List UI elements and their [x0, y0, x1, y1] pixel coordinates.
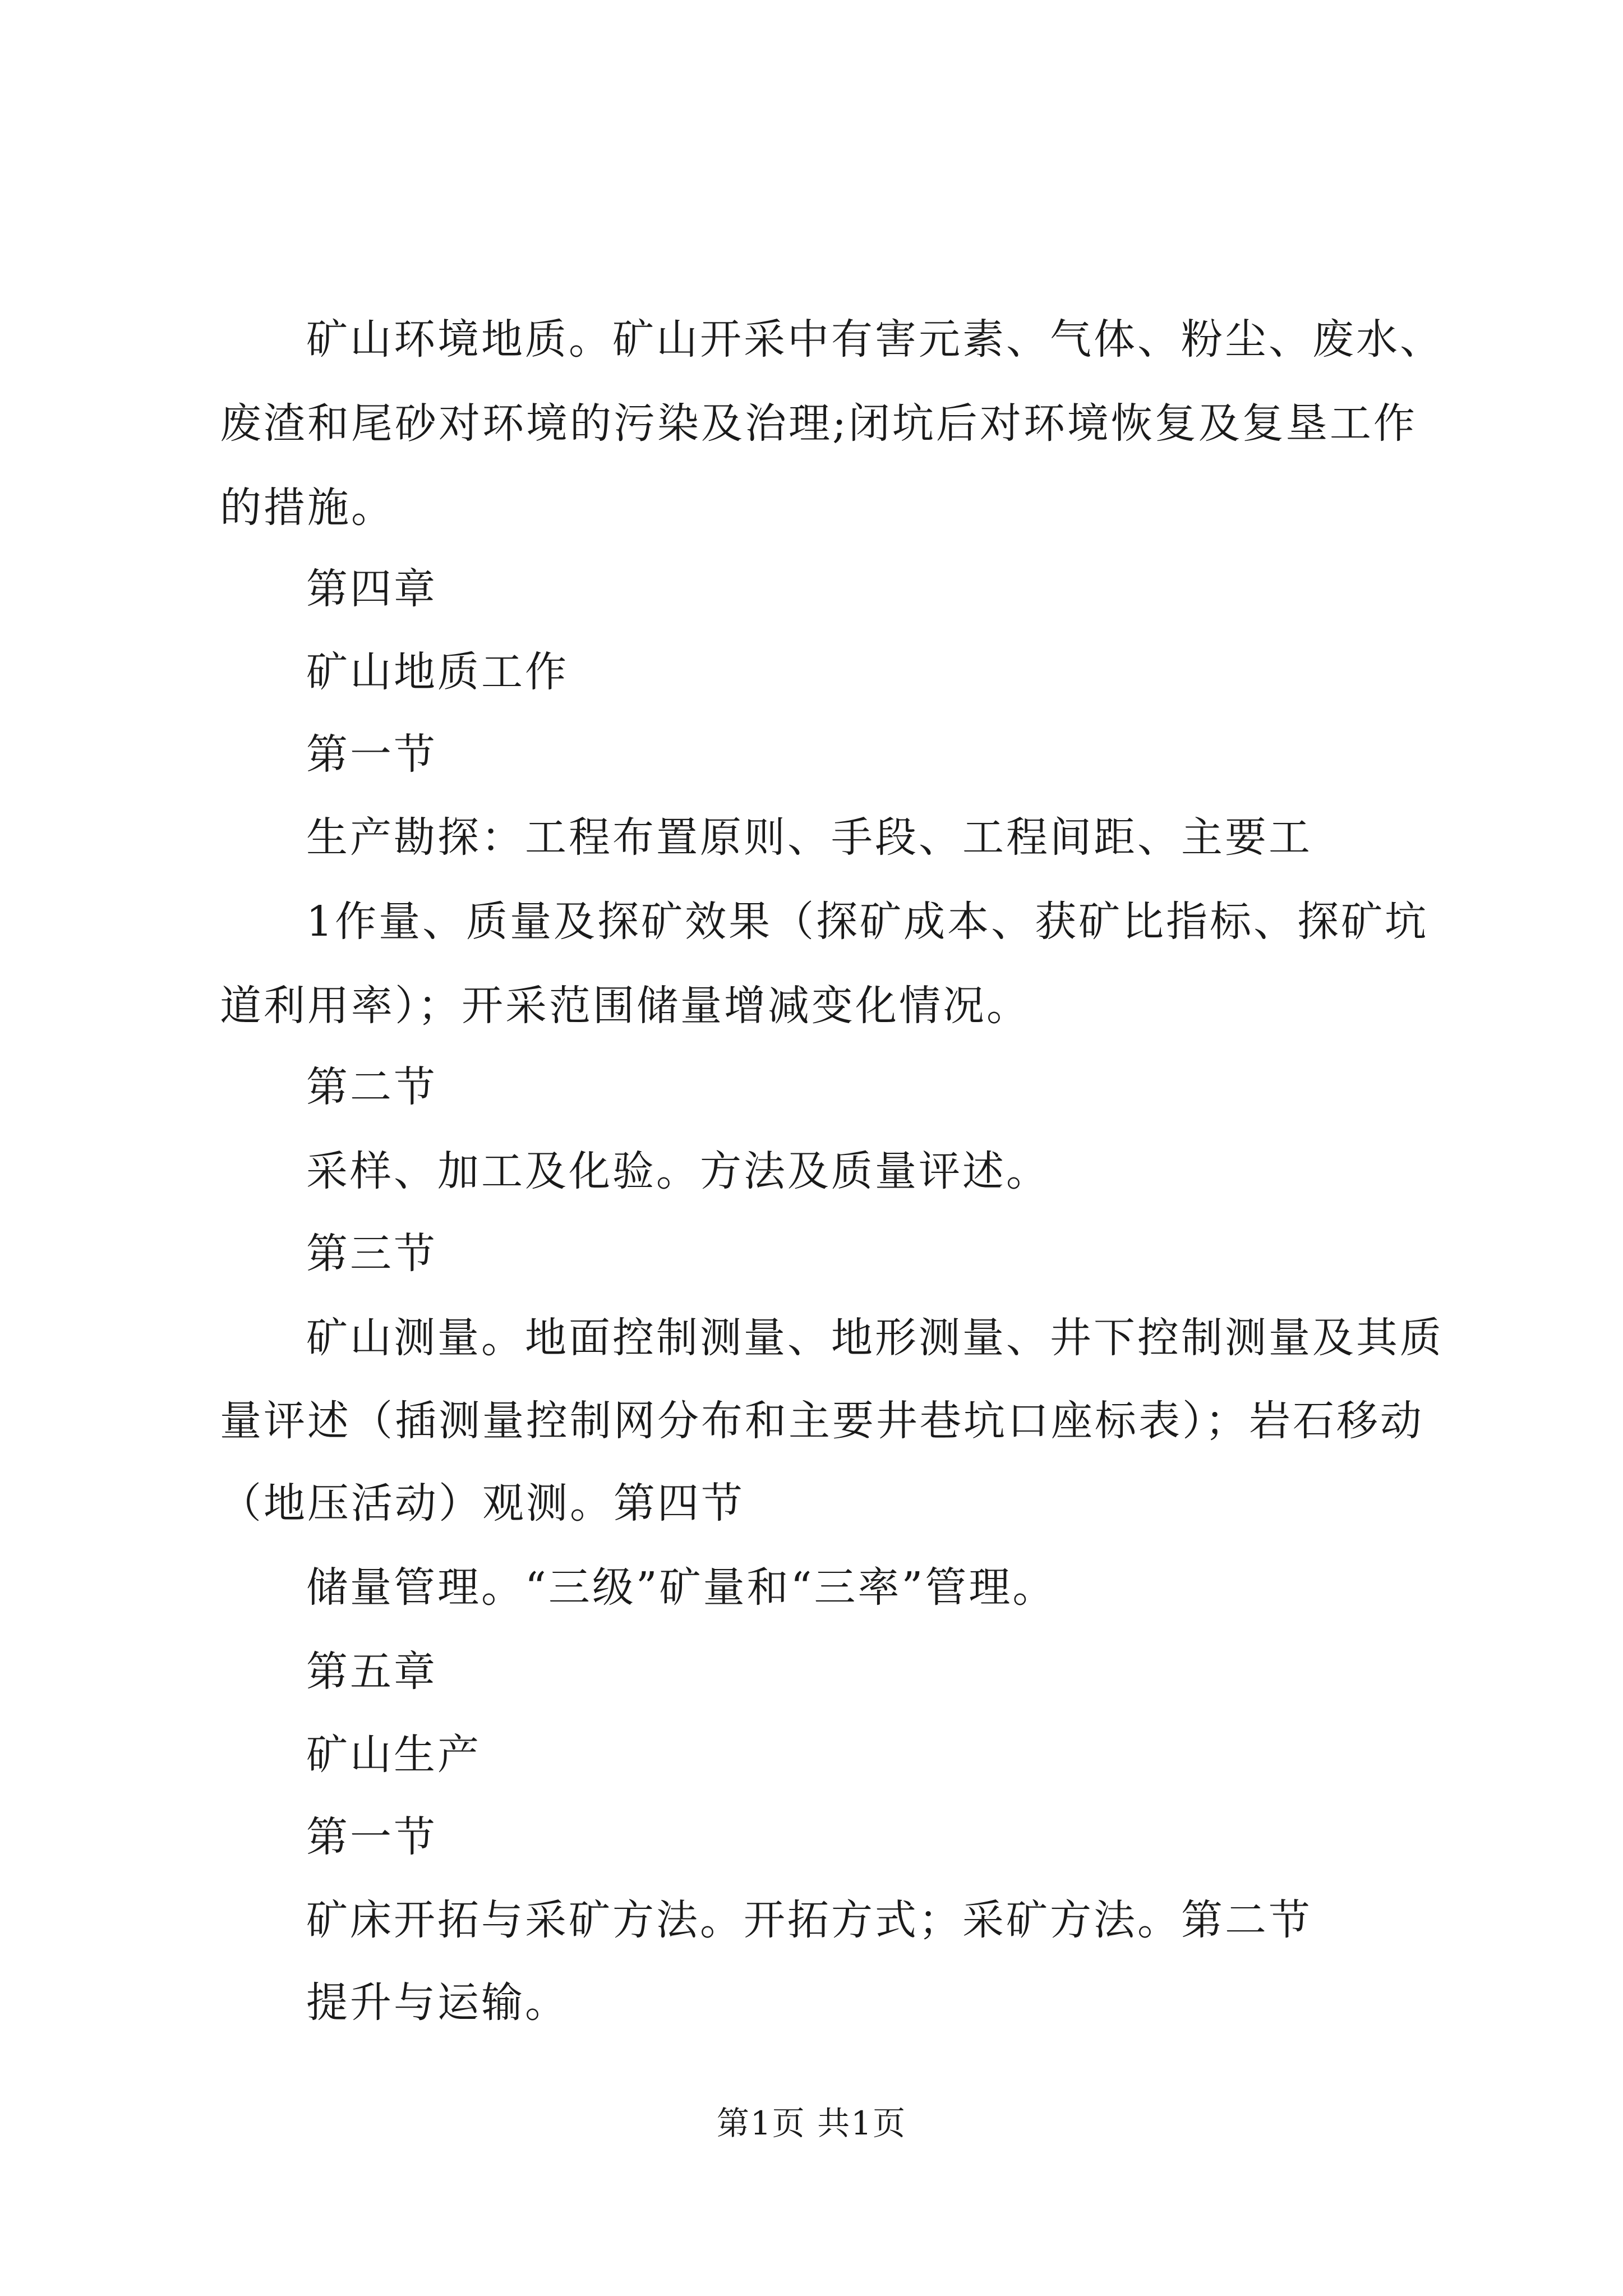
section-heading: 第一节: [306, 1813, 437, 1861]
paragraph-line: 生产勘探：工程布置原则、手段、工程间距、主要工: [306, 813, 1312, 862]
paragraph-line: 矿床开拓与采矿方法。开拓方式；采矿方法。第二节: [306, 1896, 1312, 1944]
chapter-heading: 第四章: [306, 565, 437, 613]
section-heading: 第一节: [306, 730, 437, 779]
paragraph-line: 1作量、质量及探矿效果（探矿成本、获矿比指标、探矿坑: [306, 898, 1429, 946]
paragraph-line: 矿山环境地质。矿山开采中有害元素、气体、粉尘、废水、: [306, 315, 1444, 364]
paragraph-line: 量评述（插测量控制网分布和主要井巷坑口座标表）；岩石移动: [220, 1397, 1424, 1445]
paragraph-line: 道利用率）；开采范围储量增减变化情况。: [220, 982, 1030, 1030]
paragraph-line: （地压活动）观测。第四节: [220, 1479, 745, 1527]
paragraph-line: 废渣和尾砂对环境的污染及治理;闭坑后对环境恢复及复垦工作: [220, 399, 1417, 448]
paragraph-line: 矿山测量。地面控制测量、地形测量、井下控制测量及其质: [306, 1314, 1444, 1362]
paragraph-line: 的措施。: [220, 484, 395, 532]
paragraph-line: 提升与运输。: [306, 1978, 569, 2027]
paragraph-line: 储量管理。“三级”矿量和“三率”管理。: [306, 1563, 1057, 1612]
section-heading: 第三节: [306, 1230, 437, 1278]
chapter-title: 矿山生产: [306, 1731, 481, 1779]
chapter-heading: 第五章: [306, 1648, 437, 1696]
paragraph-line: 采样、加工及化验。方法及质量评述。: [306, 1147, 1050, 1195]
section-heading: 第二节: [306, 1063, 437, 1111]
page-footer: 第1页 共1页: [716, 2104, 907, 2142]
chapter-title: 矿山地质工作: [306, 648, 569, 696]
